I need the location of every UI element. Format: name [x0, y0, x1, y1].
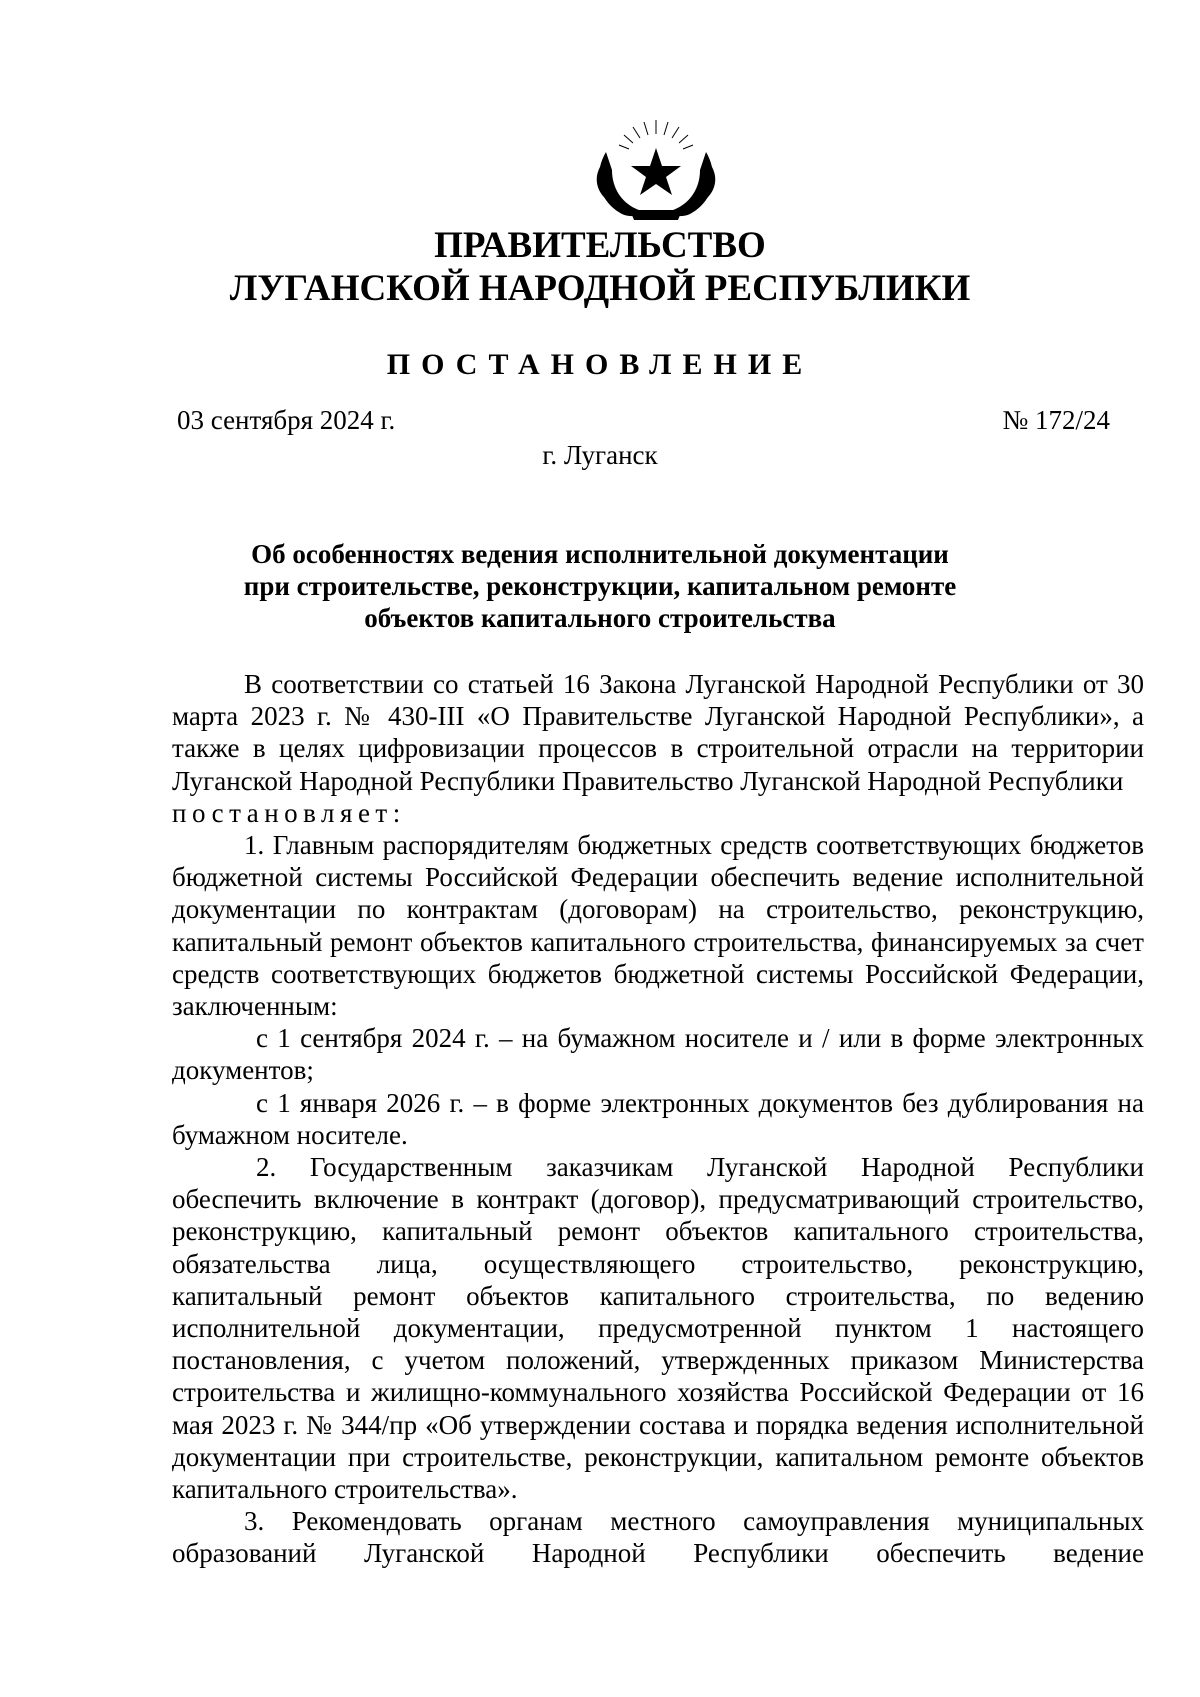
organization-name-line1: ПРАВИТЕЛЬСТВО [434, 225, 766, 266]
document-city: г. Луганск [542, 440, 658, 470]
document-title-line1: Об особенностях ведения исполнительной документации [251, 539, 949, 569]
organization-name [0, 224, 1200, 310]
document-date: 03 сентября 2024 г. [177, 405, 396, 435]
preamble-paragraph: В соответствии со статьей 16 Закона Луганской Народной Республики от 30 марта 2023 г. № 430-III «О Правительстве Луганской Народной Республики», а также в целях цифровизации процессов в строительной отрасли на территории Луганской Народной Республики Правительство Луганской Народной Республики [172, 669, 1144, 796]
document-title-line2: при строительстве, реконструкции, капитальном ремонте [243, 571, 957, 601]
clause-2: 2. Государственным заказчикам Луганской Народной Республики обеспечить включение в контракт (договор), предусматривающий строительство, реконструкцию, капитальный ремонт объектов капитального строительства, обязательства лица, осуществляющего строительство, реконструкцию, капитальный ремонт объектов капитального строительства, по ведению исполнительной документации, предусмотренной пунктом 1 настоящего постановления, с учетом положений, утвержденных приказом Министерства строительства и жилищно-коммунального хозяйства Российской Федерации от 16 мая 2023 г. № 344/пр «Об утверждении состава и порядка ведения исполнительной документации при строительстве, реконструкции, капитальном ремонте объектов капитального строительства». [172, 1152, 1144, 1505]
resolves-word: постановляет: [172, 797, 406, 828]
document-body [172, 668, 1144, 1570]
clause-1-item-b: с 1 января 2026 г. – в форме электронных документов без дублирования на бумажном носителе. [172, 1087, 1144, 1150]
clause-3: 3. Рекомендовать органам местного самоуправления муниципальных образований Луганской Народной Республики обеспечить ведение [172, 1506, 1144, 1569]
coat-of-arms-emblem [586, 112, 726, 230]
document-title [0, 538, 1200, 634]
clause-1-item-a: с 1 сентября 2024 г. – на бумажном носителе и / или в форме электронных документов; [172, 1023, 1144, 1086]
document-number: № 172/24 [1002, 405, 1110, 435]
clause-1: 1. Главным распорядителям бюджетных средств соответствующих бюджетов бюджетной системы Российской Федерации обеспечить ведение исполнительной документации по контрактам (договорам) на строительство, реконструкцию, капитальный ремонт объектов капитального строительства, финансируемых за счет средств соответствующих бюджетов бюджетной системы Российской Федерации, заключенным: [172, 830, 1144, 1022]
organization-name-line2: ЛУГАНСКОЙ НАРОДНОЙ РЕСПУБЛИКИ [229, 268, 971, 309]
document-type: ПОСТАНОВЛЕНИЕ [386, 348, 814, 381]
document-title-line3: объектов капитального строительства [364, 603, 836, 633]
